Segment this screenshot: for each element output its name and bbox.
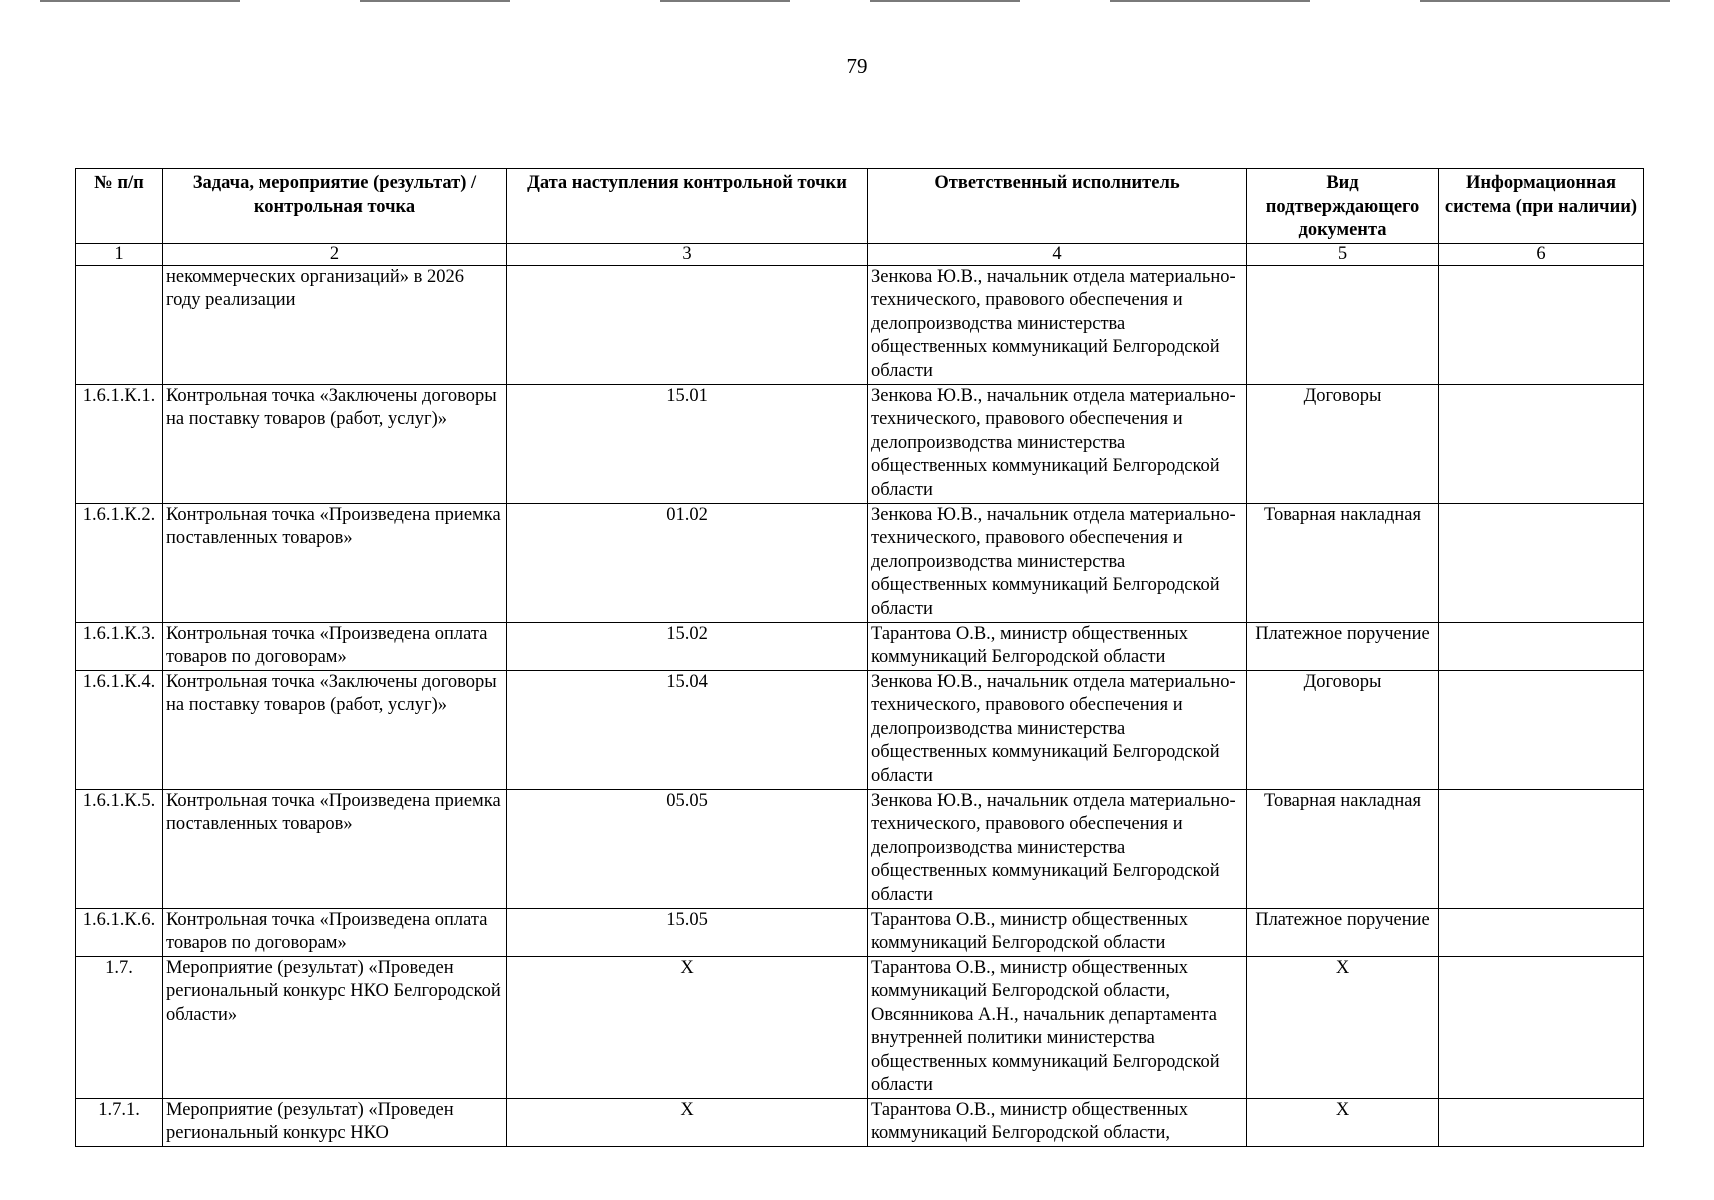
column-number: 6 — [1439, 243, 1644, 265]
row-system — [1439, 265, 1644, 384]
row-document — [1247, 265, 1439, 384]
header-system: Информационная система (при наличии) — [1439, 169, 1644, 244]
row-responsible: Зенкова Ю.В., начальник отдела материально-технического, правового обеспечения и делопроизводства министерства общественных коммуникаций Белгородской области — [868, 503, 1247, 622]
row-number — [76, 265, 163, 384]
header-responsible: Ответственный исполнитель — [868, 169, 1247, 244]
row-system — [1439, 622, 1644, 670]
row-responsible: Тарантова О.В., министр общественных коммуникаций Белгородской области, Овсянникова А.Н., начальник департамента внутренней политики министерства общественных коммуникаций Белгородской области — [868, 956, 1247, 1098]
header-number: № п/п — [76, 169, 163, 244]
row-number: 1.6.1.К.2. — [76, 503, 163, 622]
row-document: Товарная накладная — [1247, 789, 1439, 908]
column-number-row — [76, 243, 1644, 265]
row-responsible: Зенкова Ю.В., начальник отдела материально-технического, правового обеспечения и делопроизводства министерства общественных коммуникаций Белгородской области — [868, 670, 1247, 789]
row-responsible: Зенкова Ю.В., начальник отдела материально-технического, правового обеспечения и делопроизводства министерства общественных коммуникаций Белгородской области — [868, 384, 1247, 503]
row-date: X — [507, 956, 868, 1098]
row-document: Товарная накладная — [1247, 503, 1439, 622]
row-document: Платежное поручение — [1247, 622, 1439, 670]
scan-edge-mark — [1420, 0, 1670, 2]
scan-edge-mark — [660, 0, 790, 2]
row-date: 05.05 — [507, 789, 868, 908]
row-responsible: Тарантова О.В., министр общественных коммуникаций Белгородской области — [868, 908, 1247, 956]
scan-edge-mark — [1110, 0, 1310, 2]
row-responsible: Зенкова Ю.В., начальник отдела материально-технического, правового обеспечения и делопроизводства министерства общественных коммуникаций Белгородской области — [868, 265, 1247, 384]
row-task: Мероприятие (результат) «Проведен региональный конкурс НКО Белгородской области» — [163, 956, 507, 1098]
row-document: Договоры — [1247, 384, 1439, 503]
row-document: X — [1247, 1098, 1439, 1146]
control-points-table — [75, 168, 1644, 1147]
scan-edge-mark — [40, 0, 240, 2]
row-number: 1.7. — [76, 956, 163, 1098]
row-document: X — [1247, 956, 1439, 1098]
page-number: 79 — [846, 54, 868, 78]
row-date: 15.01 — [507, 384, 868, 503]
column-number: 4 — [868, 243, 1247, 265]
row-number: 1.6.1.К.3. — [76, 622, 163, 670]
table-row — [76, 384, 1644, 503]
table-row — [76, 265, 1644, 384]
column-number: 1 — [76, 243, 163, 265]
table-row — [76, 789, 1644, 908]
row-number: 1.6.1.К.1. — [76, 384, 163, 503]
table-header-row — [76, 169, 1644, 244]
row-date — [507, 265, 868, 384]
column-number: 2 — [163, 243, 507, 265]
header-date: Дата наступления контрольной точки — [507, 169, 868, 244]
row-number: 1.6.1.К.5. — [76, 789, 163, 908]
row-task: Контрольная точка «Произведена приемка поставленных товаров» — [163, 789, 507, 908]
row-date: 15.02 — [507, 622, 868, 670]
row-task: Контрольная точка «Произведена приемка поставленных товаров» — [163, 503, 507, 622]
row-date: 15.04 — [507, 670, 868, 789]
scan-edge-mark — [360, 0, 510, 2]
row-responsible: Тарантова О.В., министр общественных коммуникаций Белгородской области — [868, 622, 1247, 670]
row-number: 1.6.1.К.6. — [76, 908, 163, 956]
row-number: 1.6.1.К.4. — [76, 670, 163, 789]
row-system — [1439, 908, 1644, 956]
row-system — [1439, 670, 1644, 789]
row-system — [1439, 384, 1644, 503]
row-task: Контрольная точка «Произведена оплата товаров по договорам» — [163, 908, 507, 956]
table-row — [76, 908, 1644, 956]
row-task: Контрольная точка «Заключены договоры на поставку товаров (работ, услуг)» — [163, 670, 507, 789]
row-document: Договоры — [1247, 670, 1439, 789]
row-task: Контрольная точка «Произведена оплата товаров по договорам» — [163, 622, 507, 670]
row-date: 15.05 — [507, 908, 868, 956]
row-system — [1439, 1098, 1644, 1146]
row-number: 1.7.1. — [76, 1098, 163, 1146]
column-number: 3 — [507, 243, 868, 265]
table-row — [76, 622, 1644, 670]
table-row — [76, 503, 1644, 622]
table-row — [76, 1098, 1644, 1146]
header-task: Задача, мероприятие (результат) / контрольная точка — [163, 169, 507, 244]
column-number: 5 — [1247, 243, 1439, 265]
row-responsible: Тарантова О.В., министр общественных коммуникаций Белгородской области, — [868, 1098, 1247, 1146]
row-document: Платежное поручение — [1247, 908, 1439, 956]
table-row — [76, 670, 1644, 789]
row-responsible: Зенкова Ю.В., начальник отдела материально-технического, правового обеспечения и делопроизводства министерства общественных коммуникаций Белгородской области — [868, 789, 1247, 908]
row-date: X — [507, 1098, 868, 1146]
table-row — [76, 956, 1644, 1098]
header-document: Вид подтверждающего документа — [1247, 169, 1439, 244]
row-system — [1439, 503, 1644, 622]
row-task: некоммерческих организаций» в 2026 году реализации — [163, 265, 507, 384]
row-task: Мероприятие (результат) «Проведен региональный конкурс НКО — [163, 1098, 507, 1146]
row-system — [1439, 956, 1644, 1098]
row-task: Контрольная точка «Заключены договоры на поставку товаров (работ, услуг)» — [163, 384, 507, 503]
scan-edge-mark — [870, 0, 1020, 2]
row-system — [1439, 789, 1644, 908]
row-date: 01.02 — [507, 503, 868, 622]
